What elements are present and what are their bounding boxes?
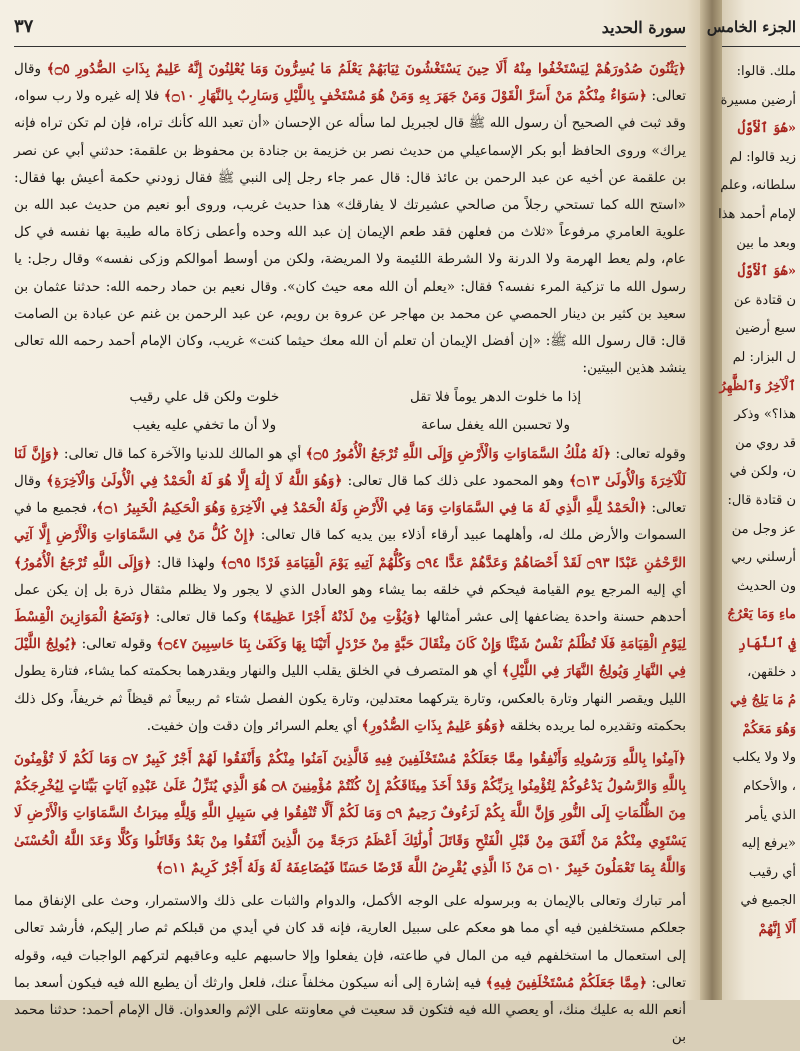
adjacent-page-line: فِي ٱلنَّهَارِ [738, 636, 796, 651]
adjacent-page-header: الجزء الخامس [706, 18, 796, 36]
commentary-text: فيه إشارة إلى أنه سيكون مخلفاً عنك، فلعل وارثك أن يطيع الله فيه فيكون أسعد بما أنعم الله به عليك منك، أو يعصي الله فيه فتكون قد سعيت في معاونته على الإثم والعدوان. قال الإمام أحمد: حدثنا محمد بن [14, 974, 686, 1046]
body-text [14, 56, 687, 1046]
adjacent-page-line: ماءِ وَمَا يَعْرُجُ [727, 607, 796, 623]
poem-hemistich: ولا تحسبن الله يغفل ساعة [421, 416, 571, 433]
commentary-text: وقال تعالى: [14, 61, 686, 105]
adjacent-page-line: ون الحديث [736, 578, 796, 594]
commentary-text: وهو المحمود على ذلك كما قال تعالى: [342, 473, 569, 490]
adjacent-page-line: عز وجل من [731, 521, 796, 537]
adjacent-page-line: لإمام أحمد هذا [718, 207, 796, 222]
adjacent-page-line: أَلَا إِنَّهُمْ [758, 922, 796, 937]
adjacent-page-line: أرضين مسيرة [720, 92, 796, 108]
adjacent-page-line: وَهُوَ مَعَكُمْ [742, 721, 796, 737]
commentary-text: وقال تعالى: [14, 473, 687, 517]
commentary-text: أي هو المتصرف في الخلق يقلب الليل والنهار ويقدرهما بحكمته كما يشاء، فتارة يطول الليل ويقصر النهار وتارة بالعكس، وتارة يتركهما معتدلين، وتارة يكون الفصل شتاء ثم ربيعاً ثم قيظاً ثم خريفاً، وكل ذلك بحكمته وتقديره لما يريده بخلقه [14, 663, 686, 734]
adjacent-page-line: مُ مَا يَلِجُ فِي [730, 693, 796, 709]
surah-title: سورة الحديد [601, 18, 686, 37]
paragraph-1 [14, 56, 686, 382]
page-header [14, 16, 686, 47]
commentary-text: فلا إله غيره ولا رب سواه، وقد ثبت في الصحيح أن رسول الله ﷺ قال لجبريل لما سأله عن الإحسان «أن تعبد الله كأنك تراه، فإن لم تكن تراه فإنه يراك» وروى الحافظ أبو بكر الإسماعيلي من حديث نصر بن خزيمة بن جنادة بن محفوظ بن علقمة: حدثني أبي عن نصر بن علقمة عن أخيه عن عبد الرحمن بن عائذ قال: قال عمر جاء رجل إلى النبي ﷺ فقال زودني حكمة أعيش بها فقال: «استح الله كما تستحي رجلاً من صالحي عشيرتك لا يفارقك» هذا حديث غريب، وروى أبو نعيم من حديث عبد الله بن علوية العامري مرفوعاً «ثلاث من فعلهن فقد طعم الإيمان إن عبد الله وحده وأعطى زكاة ماله طيبة بها نفسه في كل عام، ولم يعط الهرمة ولا الدرنة ولا الشرطة اللئيمة ولا المريضة، ولكن من أوسط أموالكم وزكى نفسه» وقال رجل: يا رسول الله ما تزكية المرء نفسه؟ فقال: «يعلم أن الله معه حيث كان». وقال نعيم بن حماد رحمه الله: حدثنا عثمان بن سعيد بن كثير بن دينار الحمصي عن محمد بن مهاجر عن عروة بن رويم، عن عبد الرحمن بن غنم عن عبادة بن الصامت قال: قال رسول الله ﷺ: «إن أفضل الإيمان أن تعلم أن الله معك حيثما كنت» غريب، وكان الإمام أحمد رحمه الله تعالى ينشد هذين البيتين: [14, 88, 686, 377]
adjacent-page-line: د خلقهن، [747, 664, 796, 680]
adjacent-page-line: قد روي من [735, 435, 796, 451]
adjacent-page-line: أي رقيب [748, 864, 796, 880]
adjacent-page-line: هذا؟» وذكر [734, 407, 796, 423]
commentary-text: ولهذا قال: [151, 554, 221, 571]
quran-verse: ﴿الْحَمْدُ لِلَّهِ الَّذِي لَهُ مَا فِي السَّمَاوَاتِ وَمَا فِي الْأَرْضِ وَلَهُ الْحَمْدُ فِي الْآخِرَةِ وَهُوَ الْحَكِيمُ الْخَبِيرُ ۝١﴾ [96, 500, 647, 517]
adjacent-page-line: سلطانه، وعلم [720, 178, 796, 194]
adjacent-page-line: سبع أرضين [735, 321, 796, 337]
adjacent-page-line: ولا ولا يكلب [732, 750, 796, 766]
paragraph-3 [14, 888, 686, 1051]
poem-hemistich: خلوت ولكن قل علي رقيب [129, 389, 280, 406]
poem-line-1 [70, 384, 630, 411]
quran-verse: ﴿وَإِنَّ لَنَا لَلْآخِرَةَ وَالْأُولَىٰ ۝١٣﴾ [14, 445, 687, 490]
commentary-text: وكما قال تعالى: [150, 609, 253, 626]
adjacent-page-line: «هُوَ ٱلْأَوَّلُ [737, 121, 796, 137]
header-rule [722, 46, 800, 47]
page-number: ٣٧ [14, 16, 34, 37]
adjacent-page-line: الجميع في [740, 893, 796, 909]
poem-hemistich: إذا ما خلوت الدهر يوماً فلا تقل [410, 389, 582, 406]
commentary-text: أي إليه المرجع يوم القيامة فيحكم في خلقه بما يشاء وهو العادل الذي لا يجور ولا يظلم مثقال ذرة بل إن يكن عمل أحدهم حسنة واحدة يضاعفها إلى عشر أمثالها [14, 581, 686, 626]
quran-verse: ﴿يَثْنُونَ صُدُورَهُمْ لِيَسْتَخْفُوا مِنْهُ أَلَا حِينَ يَسْتَغْشُونَ ثِيَابَهُمْ يَعْلَمُ مَا يُسِرُّونَ وَمَا يُعْلِنُونَ إِنَّهُ عَلِيمٌ بِذَاتِ الصُّدُورِ ۝٥﴾ [46, 61, 686, 77]
quran-verse: ﴿وَهُوَ اللَّهُ لَا إِلَٰهَ إِلَّا هُوَ لَهُ الْحَمْدُ فِي الْأُولَىٰ وَالْآخِرَةِ﴾ [46, 473, 343, 490]
adjacent-page-line: زيد قالوا: لم [729, 149, 796, 165]
commentary-text: وقوله تعالى: [611, 445, 686, 462]
commentary-text: ، فجميع ما في السموات والأرض ملك له، وأهلهما عبيد أرقاء أذلاء بين يديه كما قال تعالى: [14, 500, 686, 544]
book-gutter [700, 0, 722, 1000]
adjacent-page-line: ن قتادة قال: [727, 493, 796, 508]
commentary-text: أي هو المالك للدنيا والآخرة كما قال تعالى: [59, 445, 306, 462]
adjacent-page-line: «يرفع إليه [741, 836, 796, 852]
adjacent-page [706, 0, 800, 1000]
adjacent-page-line: الذي يأمر [745, 807, 796, 823]
quran-verse: ﴿إِنْ كُلُّ مَنْ فِي السَّمَاوَاتِ وَالْأَرْضِ إِلَّا آتِي الرَّحْمَٰنِ عَبْدًا ۝٩٣ لَقَدْ أَحْصَاهُمْ وَعَدَّهُمْ عَدًّا ۝٩٤ وَكُلُّهُمْ آتِيهِ يَوْمَ الْقِيَامَةِ فَرْدًا ۝٩٥﴾ [14, 527, 687, 571]
verse-block: ﴿آمِنُوا بِاللَّهِ وَرَسُولِهِ وَأَنْفِقُوا مِمَّا جَعَلَكُمْ مُسْتَخْلَفِينَ فِيهِ فَالَّذِينَ آمَنُوا مِنْكُمْ وَأَنْفَقُوا لَهُمْ أَجْرٌ كَبِيرٌ ۝٧ وَمَا لَكُمْ لَا تُؤْمِنُونَ بِاللَّهِ وَالرَّسُولُ يَدْعُوكُمْ لِتُؤْمِنُوا بِرَبِّكُمْ وَقَدْ أَخَذَ مِيثَاقَكُمْ إِنْ كُنْتُمْ مُؤْمِنِينَ ۝٨ هُوَ الَّذِي يُنَزِّلُ عَلَىٰ عَبْدِهِ آيَاتٍ بَيِّنَاتٍ لِيُخْرِجَكُمْ مِنَ الظُّلُمَاتِ إِلَى النُّورِ وَإِنَّ اللَّهَ بِكُمْ لَرَءُوفٌ رَحِيمٌ ۝٩ وَمَا لَكُمْ أَلَّا تُنْفِقُوا فِي سَبِيلِ اللَّهِ وَلِلَّهِ مِيرَاثُ السَّمَاوَاتِ وَالْأَرْضِ لَا يَسْتَوِي مِنْكُمْ مَنْ أَنْفَقَ مِنْ قَبْلِ الْفَتْحِ وَقَاتَلَ أُولَٰئِكَ أَعْظَمُ دَرَجَةً مِنَ الَّذِينَ أَنْفَقُوا مِنْ بَعْدُ وَقَاتَلُوا وَكُلًّا وَعَدَ اللَّهُ الْحُسْنَىٰ وَاللَّهُ بِمَا تَعْمَلُونَ خَبِيرٌ ۝١٠ مَنْ ذَا الَّذِي يُقْرِضُ اللَّهَ قَرْضًا حَسَنًا فَيُضَاعِفَهُ لَهُ وَلَهُ أَجْرٌ كَرِيمٌ ۝١١﴾ [14, 751, 687, 876]
quran-verse: ﴿لَهُ مُلْكُ السَّمَاوَاتِ وَالْأَرْضِ وَإِلَى اللَّهِ تُرْجَعُ الْأُمُورُ ۝٥﴾ [305, 445, 612, 462]
quran-verse: ﴿وَهُوَ عَلِيمٌ بِذَاتِ الصُّدُورِ﴾ [361, 717, 506, 734]
adjacent-page-line: ل البزار: لم [732, 350, 796, 365]
commentary-text: أمر تبارك وتعالى بالإيمان به وبرسوله على الوجه الأكمل، والدوام والثبات على ذلك والاستمرار، وحث على الإنفاق مما جعلكم مستخلفين فيه أي مما هو معكم على سبيل العارية، فإنه قد كان في أيدي من قبلكم ثم صار إليكم، فأرشد تعالى إلى استعمال ما استخلفهم فيه من المال في طاعته، فإن يفعلوا وإلا حاسبهم عليه وعاقبهم لتركهم الواجبات فيه، وقوله تعالى: [14, 893, 686, 991]
adjacent-page-line: ن قتادة عن [733, 292, 796, 308]
quran-verse: ﴿وَيُؤْتِ مِنْ لَدُنْهُ أَجْرًا عَظِيمًا﴾ [252, 609, 422, 626]
quran-verse: ﴿وَإِلَى اللَّهِ تُرْجَعُ الْأُمُورُ﴾ [14, 554, 152, 571]
commentary-text: وقوله تعالى: [77, 636, 157, 653]
commentary-text: أي يعلم السرائر وإن دقت وإن خفيت. [146, 717, 362, 734]
adjacent-page-line: ، والأحكام [743, 779, 796, 794]
poem-hemistich: ولا أن ما تخفي عليه يغيب [132, 416, 277, 433]
poem [70, 384, 630, 438]
adjacent-page-line: «هُوَ ٱلْأَوَّلُ [737, 264, 796, 280]
quran-verse: ﴿وَنَضَعُ الْمَوَازِينَ الْقِسْطَ لِيَوْمِ الْقِيَامَةِ فَلَا تُظْلَمُ نَفْسٌ شَيْئًا وَإِنْ كَانَ مِثْقَالَ حَبَّةٍ مِنْ خَرْدَلٍ أَتَيْنَا بِهَا وَكَفَىٰ بِنَا حَاسِبِينَ ۝٤٧﴾ [14, 609, 687, 653]
adjacent-page-line: أرسلني ربي [731, 550, 796, 566]
adjacent-page-line: ملك. قالوا: [736, 64, 796, 79]
poem-line-2 [70, 412, 630, 439]
adjacent-page-line: ن، ولكن في [729, 464, 796, 480]
paragraph-2 [14, 441, 686, 740]
quran-verse: ﴿يُولِجُ اللَّيْلَ فِي النَّهَارِ وَيُولِجُ النَّهَارَ فِي اللَّيْلِ﴾ [14, 636, 687, 680]
adjacent-page-line: وبعد ما بين [736, 235, 796, 251]
quran-verse: ﴿مِمَّا جَعَلَكُمْ مُسْتَخْلَفِينَ فِيهِ﴾ [485, 974, 648, 991]
adjacent-page-line: ٱلْآخِرُ وَٱلظَّٰهِرُ [719, 378, 796, 394]
quran-verse: ﴿سَوَاءٌ مِنْكُمْ مَنْ أَسَرَّ الْقَوْلَ وَمَنْ جَهَرَ بِهِ وَمَنْ هُوَ مُسْتَخْفٍ بِاللَّيْلِ وَسَارِبٌ بِالنَّهَارِ ۝١٠﴾ [163, 88, 647, 105]
